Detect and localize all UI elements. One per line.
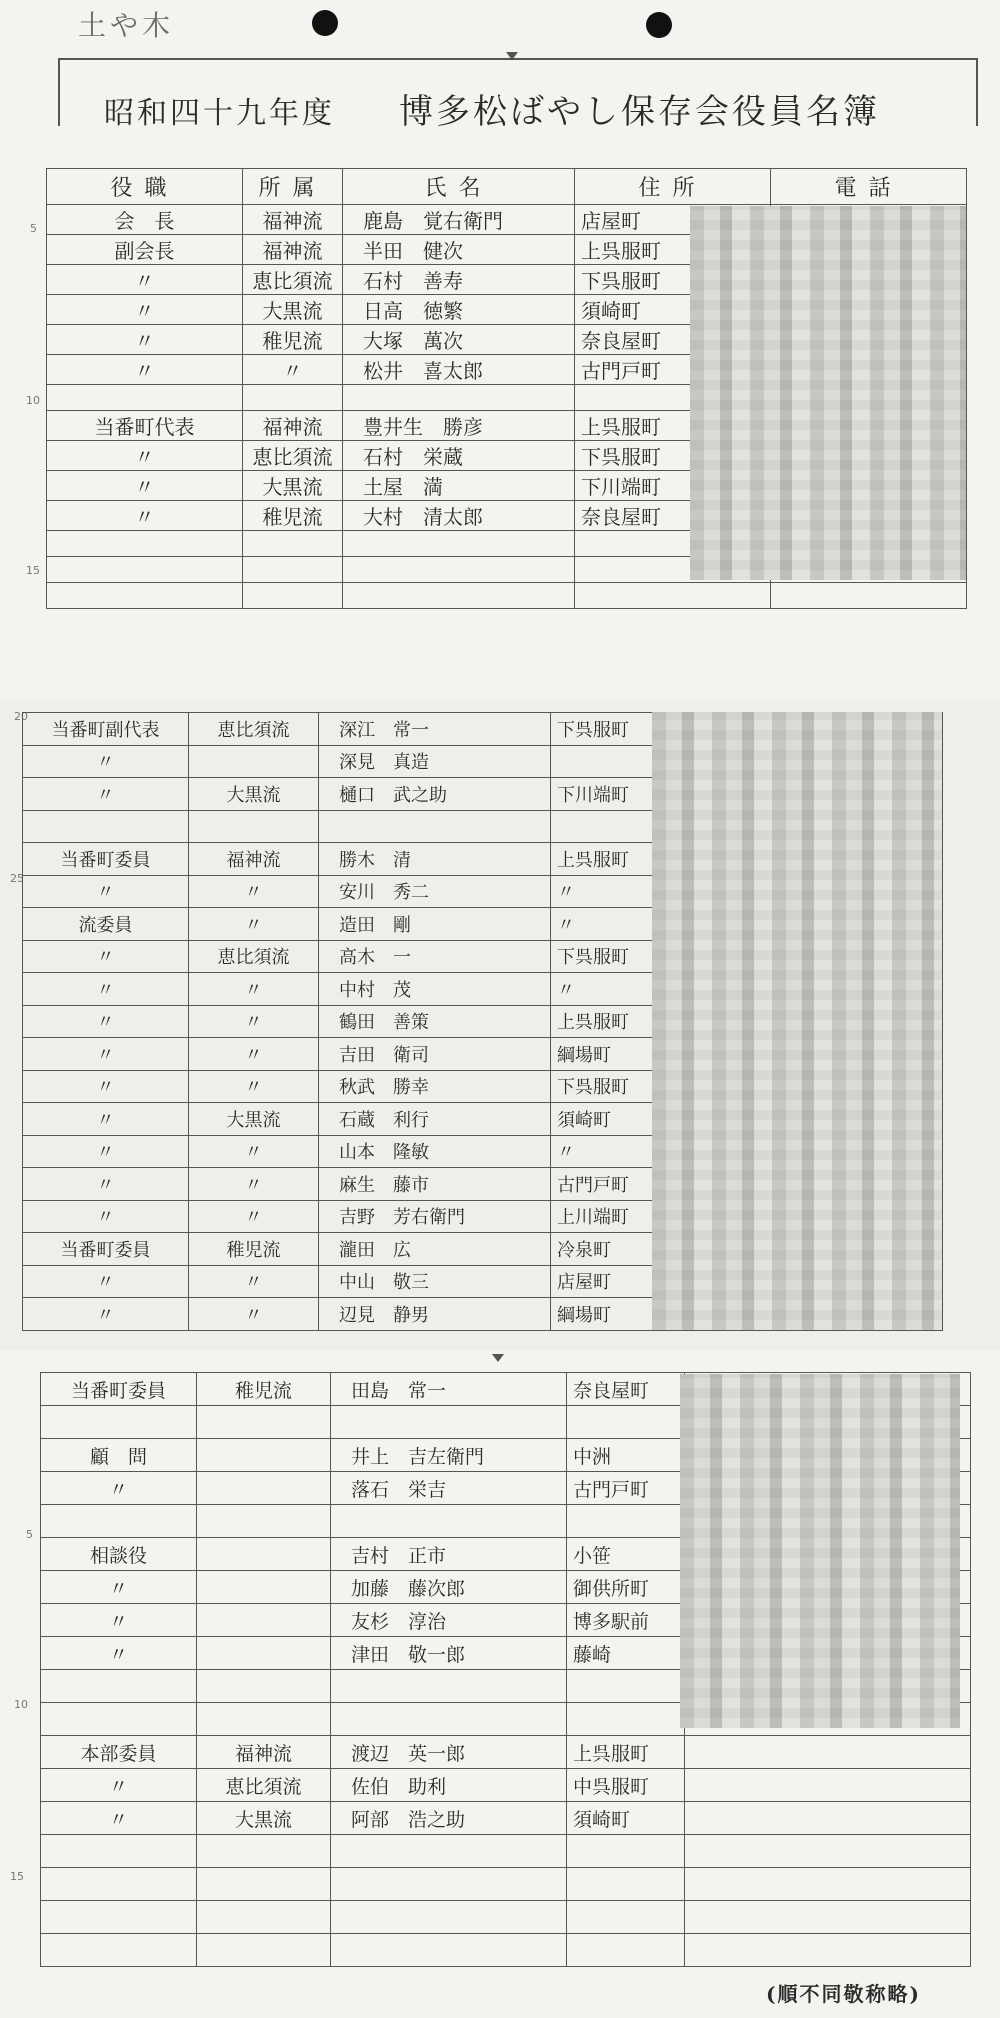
name-cell: 日高 徳繁 (343, 295, 575, 325)
role-cell: 〃 (41, 1802, 197, 1835)
title-name: 博多松ばやし保存会役員名簿 (399, 92, 880, 132)
name-cell: 鶴田 善策 (319, 1005, 551, 1038)
affiliation-cell: 〃 (189, 1070, 319, 1103)
address-cell: 冷泉町 (551, 1233, 665, 1266)
page-1 (0, 0, 1000, 700)
name-cell: 落石 栄吉 (331, 1472, 567, 1505)
name-cell: 石村 栄蔵 (343, 441, 575, 471)
address-cell: 上呉服町 (551, 843, 665, 876)
address-cell: 下呉服町 (575, 441, 771, 471)
affiliation-cell: 福神流 (243, 411, 343, 441)
col-header-affiliation: 所属 (243, 169, 343, 205)
role-cell: 〃 (41, 1769, 197, 1802)
affiliation-cell: 〃 (189, 1298, 319, 1331)
line-number: 25 (10, 872, 24, 885)
role-cell: 〃 (23, 1265, 189, 1298)
name-cell: 山本 隆敏 (319, 1135, 551, 1168)
role-cell: 〃 (47, 355, 243, 385)
address-cell (567, 1406, 685, 1439)
role-cell: 流委員 (23, 908, 189, 941)
col-header-phone: 電話 (771, 169, 967, 205)
address-cell: 博多駅前 (567, 1604, 685, 1637)
name-cell: 阿部 浩之助 (331, 1802, 567, 1835)
address-cell (567, 1505, 685, 1538)
address-cell: 下川端町 (551, 778, 665, 811)
role-cell (41, 1934, 197, 1967)
table-row (41, 1835, 971, 1868)
table-row (41, 1901, 971, 1934)
name-cell: 中村 茂 (319, 973, 551, 1006)
address-cell (567, 1868, 685, 1901)
name-cell: 友杉 淳治 (331, 1604, 567, 1637)
role-cell: 〃 (47, 441, 243, 471)
name-cell: 吉田 衛司 (319, 1038, 551, 1071)
address-cell: 店屋町 (575, 205, 771, 235)
name-cell: 鹿島 覚右衛門 (343, 205, 575, 235)
affiliation-cell: 〃 (189, 1168, 319, 1201)
role-cell: 〃 (23, 1168, 189, 1201)
name-cell: 石蔵 利行 (319, 1103, 551, 1136)
role-cell: 〃 (23, 875, 189, 908)
affiliation-cell: 稚児流 (243, 501, 343, 531)
table-row (41, 1868, 971, 1901)
role-cell: 副会長 (47, 235, 243, 265)
role-cell: 当番町代表 (47, 411, 243, 441)
address-cell: 下呉服町 (551, 940, 665, 973)
name-cell (319, 810, 551, 843)
phone-cell (685, 1868, 971, 1901)
affiliation-cell: 〃 (189, 1200, 319, 1233)
address-cell: 奈良屋町 (567, 1373, 685, 1406)
role-cell: 〃 (23, 778, 189, 811)
phone-cell (685, 1835, 971, 1868)
address-cell: 古門戸町 (551, 1168, 665, 1201)
name-cell: 大村 清太郎 (343, 501, 575, 531)
name-cell: 辺見 静男 (319, 1298, 551, 1331)
role-cell: 〃 (23, 1200, 189, 1233)
address-cell: 上川端町 (551, 1200, 665, 1233)
address-cell (567, 1670, 685, 1703)
name-cell: 土屋 満 (343, 471, 575, 501)
address-cell: 〃 (551, 875, 665, 908)
name-cell: 豊井生 勝彦 (343, 411, 575, 441)
header-row (47, 169, 967, 205)
name-cell: 石村 善寿 (343, 265, 575, 295)
address-cell: 藤崎 (567, 1637, 685, 1670)
role-cell: 顧 問 (41, 1439, 197, 1472)
address-cell (567, 1901, 685, 1934)
page-3 (0, 1350, 1000, 2018)
punch-hole-left (312, 10, 338, 36)
affiliation-cell: 恵比須流 (243, 441, 343, 471)
affiliation-cell (243, 557, 343, 583)
col-header-name: 氏名 (343, 169, 575, 205)
affiliation-cell (197, 1835, 331, 1868)
name-cell (343, 531, 575, 557)
phone-cell (685, 1901, 971, 1934)
role-cell: 〃 (47, 501, 243, 531)
address-cell: 奈良屋町 (575, 325, 771, 355)
address-cell: 奈良屋町 (575, 501, 771, 531)
address-cell: 下川端町 (575, 471, 771, 501)
name-cell (331, 1670, 567, 1703)
name-cell: 中山 敬三 (319, 1265, 551, 1298)
name-cell: 勝木 清 (319, 843, 551, 876)
affiliation-cell (197, 1868, 331, 1901)
affiliation-cell: 〃 (189, 1038, 319, 1071)
redacted-contact-block (652, 712, 942, 1330)
name-cell (331, 1934, 567, 1967)
address-cell: 店屋町 (551, 1265, 665, 1298)
page-2 (0, 700, 1000, 1350)
affiliation-cell (197, 1637, 331, 1670)
line-number: 15 (26, 564, 40, 577)
name-cell: 半田 健次 (343, 235, 575, 265)
address-cell: 〃 (551, 908, 665, 941)
name-cell: 加藤 藤次郎 (331, 1571, 567, 1604)
role-cell (41, 1868, 197, 1901)
affiliation-cell: 〃 (189, 973, 319, 1006)
address-cell: 中洲 (567, 1439, 685, 1472)
role-cell: 当番町委員 (23, 1233, 189, 1266)
name-cell: 佐伯 助利 (331, 1769, 567, 1802)
name-cell: 秋武 勝幸 (319, 1070, 551, 1103)
role-cell: 相談役 (41, 1538, 197, 1571)
role-cell: 〃 (47, 471, 243, 501)
affiliation-cell (197, 1670, 331, 1703)
phone-cell (685, 1736, 971, 1769)
role-cell (47, 583, 243, 609)
affiliation-cell (197, 1571, 331, 1604)
name-cell: 津田 敬一郎 (331, 1637, 567, 1670)
role-cell: 〃 (23, 973, 189, 1006)
phone-cell (771, 583, 967, 609)
col-header-role: 役職 (47, 169, 243, 205)
table-row (41, 1802, 971, 1835)
document-title (58, 58, 978, 132)
affiliation-cell: 大黒流 (243, 295, 343, 325)
name-cell: 吉野 芳右衛門 (319, 1200, 551, 1233)
affiliation-cell: 大黒流 (189, 778, 319, 811)
address-cell: 須崎町 (551, 1103, 665, 1136)
address-cell: 御供所町 (567, 1571, 685, 1604)
role-cell (47, 531, 243, 557)
role-cell (41, 1835, 197, 1868)
phone-cell (685, 1769, 971, 1802)
role-cell: 〃 (41, 1604, 197, 1637)
affiliation-cell (197, 1472, 331, 1505)
table-row (47, 583, 967, 609)
address-cell: 小笹 (567, 1538, 685, 1571)
role-cell: 会 長 (47, 205, 243, 235)
affiliation-cell: 大黒流 (243, 471, 343, 501)
role-cell: 〃 (23, 1298, 189, 1331)
name-cell: 井上 吉左衛門 (331, 1439, 567, 1472)
address-cell: 須崎町 (575, 295, 771, 325)
role-cell (47, 557, 243, 583)
role-cell (41, 1406, 197, 1439)
line-number: 10 (14, 1698, 28, 1711)
role-cell: 〃 (23, 1135, 189, 1168)
role-cell: 〃 (47, 325, 243, 355)
name-cell: 田島 常一 (331, 1373, 567, 1406)
affiliation-cell: 〃 (189, 1265, 319, 1298)
role-cell: 〃 (23, 745, 189, 778)
redacted-contact-block (690, 206, 966, 580)
name-cell: 瀧田 広 (319, 1233, 551, 1266)
role-cell: 〃 (47, 295, 243, 325)
name-cell: 吉村 正市 (331, 1538, 567, 1571)
name-cell (343, 385, 575, 411)
address-cell: 下呉服町 (551, 713, 665, 746)
affiliation-cell: 恵比須流 (189, 713, 319, 746)
role-cell: 〃 (41, 1637, 197, 1670)
affiliation-cell (189, 745, 319, 778)
affiliation-cell (243, 583, 343, 609)
address-cell (551, 745, 665, 778)
address-cell: 下呉服町 (551, 1070, 665, 1103)
name-cell: 樋口 武之助 (319, 778, 551, 811)
name-cell: 麻生 藤市 (319, 1168, 551, 1201)
line-number: 20 (14, 710, 28, 723)
role-cell: 〃 (23, 1038, 189, 1071)
affiliation-cell: 〃 (189, 875, 319, 908)
role-cell: 〃 (23, 1070, 189, 1103)
col-header-address: 住所 (575, 169, 771, 205)
affiliation-cell: 恵比須流 (197, 1769, 331, 1802)
affiliation-cell: 恵比須流 (189, 940, 319, 973)
name-cell: 造田 剛 (319, 908, 551, 941)
role-cell: 〃 (23, 940, 189, 973)
address-cell: 古門戸町 (567, 1472, 685, 1505)
name-cell (331, 1835, 567, 1868)
affiliation-cell: 福神流 (189, 843, 319, 876)
name-cell (331, 1901, 567, 1934)
affiliation-cell (189, 810, 319, 843)
address-cell: 古門戸町 (575, 355, 771, 385)
affiliation-cell: 稚児流 (189, 1233, 319, 1266)
address-cell: 〃 (551, 1135, 665, 1168)
name-cell: 深江 常一 (319, 713, 551, 746)
role-cell: 当番町副代表 (23, 713, 189, 746)
role-cell: 〃 (47, 265, 243, 295)
affiliation-cell: 〃 (189, 1005, 319, 1038)
name-cell (331, 1703, 567, 1736)
address-cell: 下呉服町 (575, 265, 771, 295)
affiliation-cell (197, 1604, 331, 1637)
name-cell (331, 1406, 567, 1439)
affiliation-cell (243, 531, 343, 557)
line-number: 5 (26, 1528, 33, 1541)
address-cell (567, 1835, 685, 1868)
name-cell: 渡辺 英一郎 (331, 1736, 567, 1769)
line-number: 10 (26, 394, 40, 407)
address-cell (575, 583, 771, 609)
name-cell (343, 583, 575, 609)
affiliation-cell (243, 385, 343, 411)
affiliation-cell: 稚児流 (243, 325, 343, 355)
name-cell: 高木 一 (319, 940, 551, 973)
name-cell (331, 1868, 567, 1901)
role-cell: 〃 (41, 1571, 197, 1604)
redacted-contact-block (680, 1374, 960, 1728)
address-cell: 上呉服町 (567, 1736, 685, 1769)
table-row (41, 1934, 971, 1967)
affiliation-cell: 恵比須流 (243, 265, 343, 295)
role-cell: 〃 (23, 1103, 189, 1136)
address-cell: 綱場町 (551, 1038, 665, 1071)
phone-cell (685, 1802, 971, 1835)
address-cell: 上呉服町 (575, 235, 771, 265)
role-cell: 〃 (23, 1005, 189, 1038)
punch-hole-right (646, 12, 672, 38)
affiliation-cell: 福神流 (243, 205, 343, 235)
affiliation-cell: 福神流 (243, 235, 343, 265)
role-cell (23, 810, 189, 843)
address-cell (567, 1703, 685, 1736)
affiliation-cell (197, 1703, 331, 1736)
name-cell (343, 557, 575, 583)
closing-note: (順不同敬称略) (766, 1982, 921, 2006)
role-cell: 当番町委員 (23, 843, 189, 876)
address-cell (551, 810, 665, 843)
title-year: 昭和四十九年度 (104, 96, 335, 131)
address-cell: 上呉服町 (575, 411, 771, 441)
role-cell (41, 1901, 197, 1934)
affiliation-cell: 大黒流 (189, 1103, 319, 1136)
affiliation-cell (197, 1439, 331, 1472)
address-cell: 須崎町 (567, 1802, 685, 1835)
role-cell: 〃 (41, 1472, 197, 1505)
address-cell: 〃 (551, 973, 665, 1006)
affiliation-cell: 〃 (243, 355, 343, 385)
affiliation-cell (197, 1505, 331, 1538)
role-cell: 本部委員 (41, 1736, 197, 1769)
role-cell (41, 1505, 197, 1538)
role-cell: 当番町委員 (41, 1373, 197, 1406)
name-cell: 安川 秀二 (319, 875, 551, 908)
affiliation-cell (197, 1934, 331, 1967)
corner-note: 土や木 (78, 9, 175, 42)
affiliation-cell: 〃 (189, 1135, 319, 1168)
role-cell (41, 1670, 197, 1703)
role-cell (47, 385, 243, 411)
name-cell: 松井 喜太郎 (343, 355, 575, 385)
affiliation-cell: 〃 (189, 908, 319, 941)
address-cell: 綱場町 (551, 1298, 665, 1331)
name-cell: 大塚 萬次 (343, 325, 575, 355)
affiliation-cell (197, 1901, 331, 1934)
name-cell (331, 1505, 567, 1538)
address-cell: 中呉服町 (567, 1769, 685, 1802)
line-number: 15 (10, 1870, 24, 1883)
name-cell: 深見 真造 (319, 745, 551, 778)
line-number: 5 (30, 222, 37, 235)
affiliation-cell: 大黒流 (197, 1802, 331, 1835)
affiliation-cell: 稚児流 (197, 1373, 331, 1406)
table-row (41, 1769, 971, 1802)
address-cell (567, 1934, 685, 1967)
affiliation-cell (197, 1406, 331, 1439)
address-cell: 上呉服町 (551, 1005, 665, 1038)
table-row (41, 1736, 971, 1769)
role-cell (41, 1703, 197, 1736)
page-marker (492, 1354, 504, 1362)
affiliation-cell: 福神流 (197, 1736, 331, 1769)
phone-cell (685, 1934, 971, 1967)
affiliation-cell (197, 1538, 331, 1571)
